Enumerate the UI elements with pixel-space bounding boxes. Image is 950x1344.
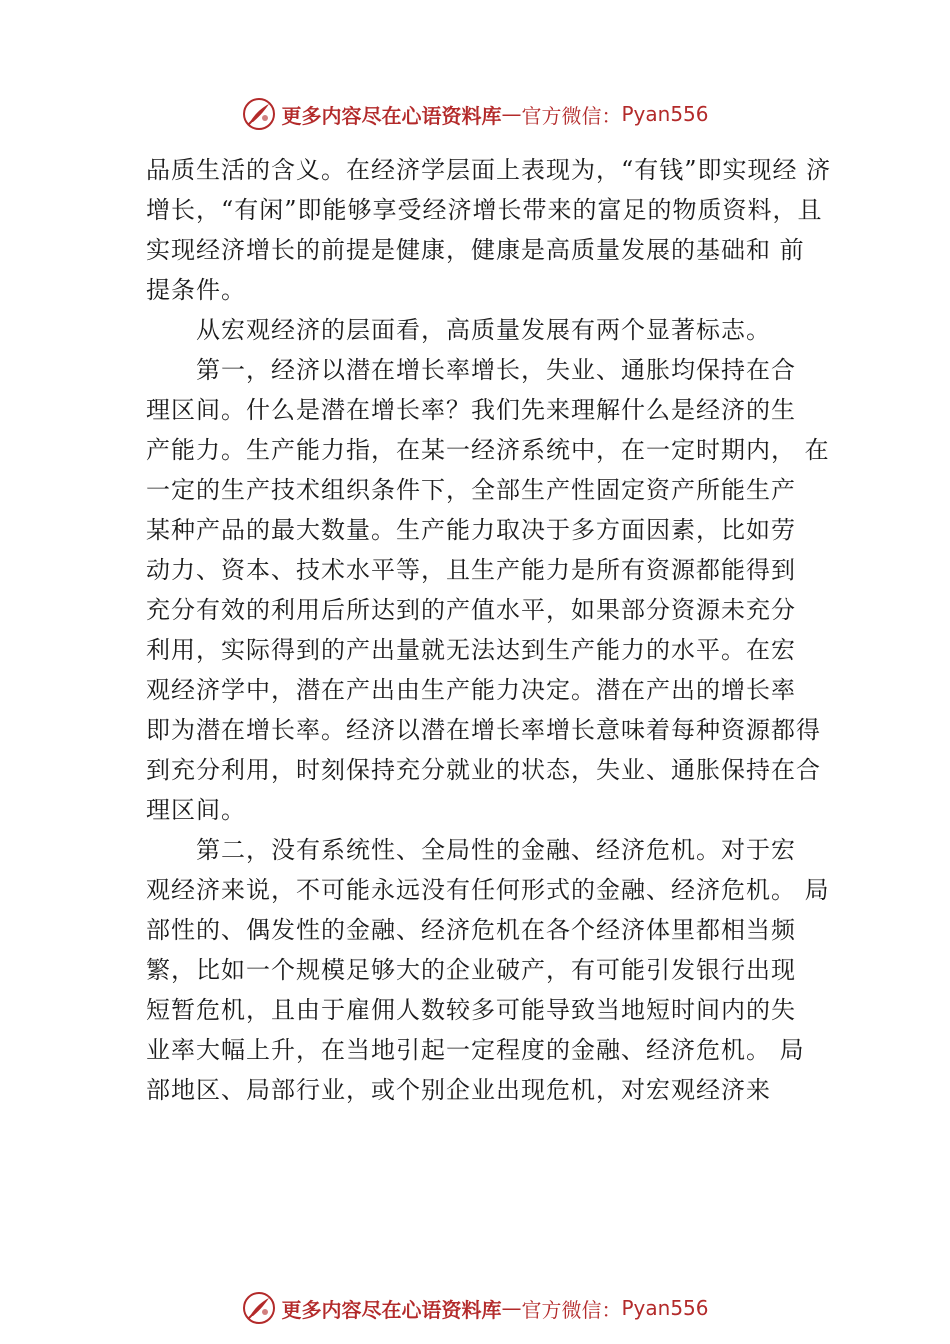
paragraph-start-line: 第二，没有系统性、全局性的金融、经济危机。对于宏 xyxy=(196,836,796,864)
paragraph-start-line: 从宏观经济的层面看，高质量发展有两个显著标志。 xyxy=(196,316,771,344)
footer-wechat-id: Pyan556 xyxy=(621,1296,709,1320)
body-line: 品质生活的含义。在经济学层面上表现为，“有钱”即实现经 济 xyxy=(146,156,832,184)
body-line: 繁，比如一个规模足够大的企业破产，有可能引发银行出现 xyxy=(146,956,796,984)
footer-wechat-label: 官方微信： xyxy=(521,1297,622,1322)
header-banner xyxy=(0,94,950,134)
body-line: 充分有效的利用后所达到的产值水平，如果部分资源未充分 xyxy=(146,596,796,624)
body-line: 提条件。 xyxy=(146,276,246,304)
body-line: 某种产品的最大数量。生产能力取决于多方面因素，比如劳 xyxy=(146,516,796,544)
footer-banner xyxy=(0,1288,950,1328)
body-line: 实现经济增长的前提是健康，健康是高质量发展的基础和 前 xyxy=(146,236,805,264)
paragraph-start-line: 第一，经济以潜在增长率增长，失业、通胀均保持在合 xyxy=(196,356,796,384)
body-line: 动力、资本、技术水平等，且生产能力是所有资源都能得到 xyxy=(146,556,796,584)
body-line: 增长，“有闲”即能够享受经济增长带来的富足的物质资料，且 xyxy=(146,196,823,224)
body-line: 短暂危机，且由于雇佣人数较多可能导致当地短时间内的失 xyxy=(146,996,796,1024)
footer-brand-text: 更多内容尽在心语资料库 xyxy=(281,1297,502,1322)
body-line: 部性的、偶发性的金融、经济危机在各个经济体里都相当频 xyxy=(146,916,796,944)
body-line: 观经济来说，不可能永远没有任何形式的金融、经济危机。 局 xyxy=(146,876,830,904)
header-wechat-label: 官方微信： xyxy=(521,103,622,128)
footer-separator: — xyxy=(501,1296,522,1320)
body-line: 理区间。 xyxy=(146,796,246,824)
body-line: 即为潜在增长率。经济以潜在增长率增长意味着每种资源都得 xyxy=(146,716,821,744)
header-wechat-id: Pyan556 xyxy=(621,102,709,126)
body-line: 一定的生产技术组织条件下，全部生产性固定资产所能生产 xyxy=(146,476,796,504)
body-line: 利用，实际得到的产出量就无法达到生产能力的水平。在宏 xyxy=(146,636,796,664)
quill-pen-logo-icon xyxy=(241,96,277,132)
body-line: 产能力。生产能力指，在某一经济系统中，在一定时期内， 在 xyxy=(146,436,830,464)
body-line: 观经济学中，潜在产出由生产能力决定。潜在产出的增长率 xyxy=(146,676,796,704)
body-line: 理区间。什么是潜在增长率？我们先来理解什么是经济的生 xyxy=(146,396,796,424)
header-separator: — xyxy=(501,102,522,126)
document-body xyxy=(146,150,836,1110)
quill-pen-logo-icon xyxy=(241,1290,277,1326)
header-brand-text: 更多内容尽在心语资料库 xyxy=(281,103,502,128)
body-line: 业率大幅上升，在当地引起一定程度的金融、经济危机。 局 xyxy=(146,1036,805,1064)
body-line: 到充分利用，时刻保持充分就业的状态，失业、通胀保持在合 xyxy=(146,756,821,784)
body-line: 部地区、局部行业，或个别企业出现危机，对宏观经济来 xyxy=(146,1076,771,1104)
